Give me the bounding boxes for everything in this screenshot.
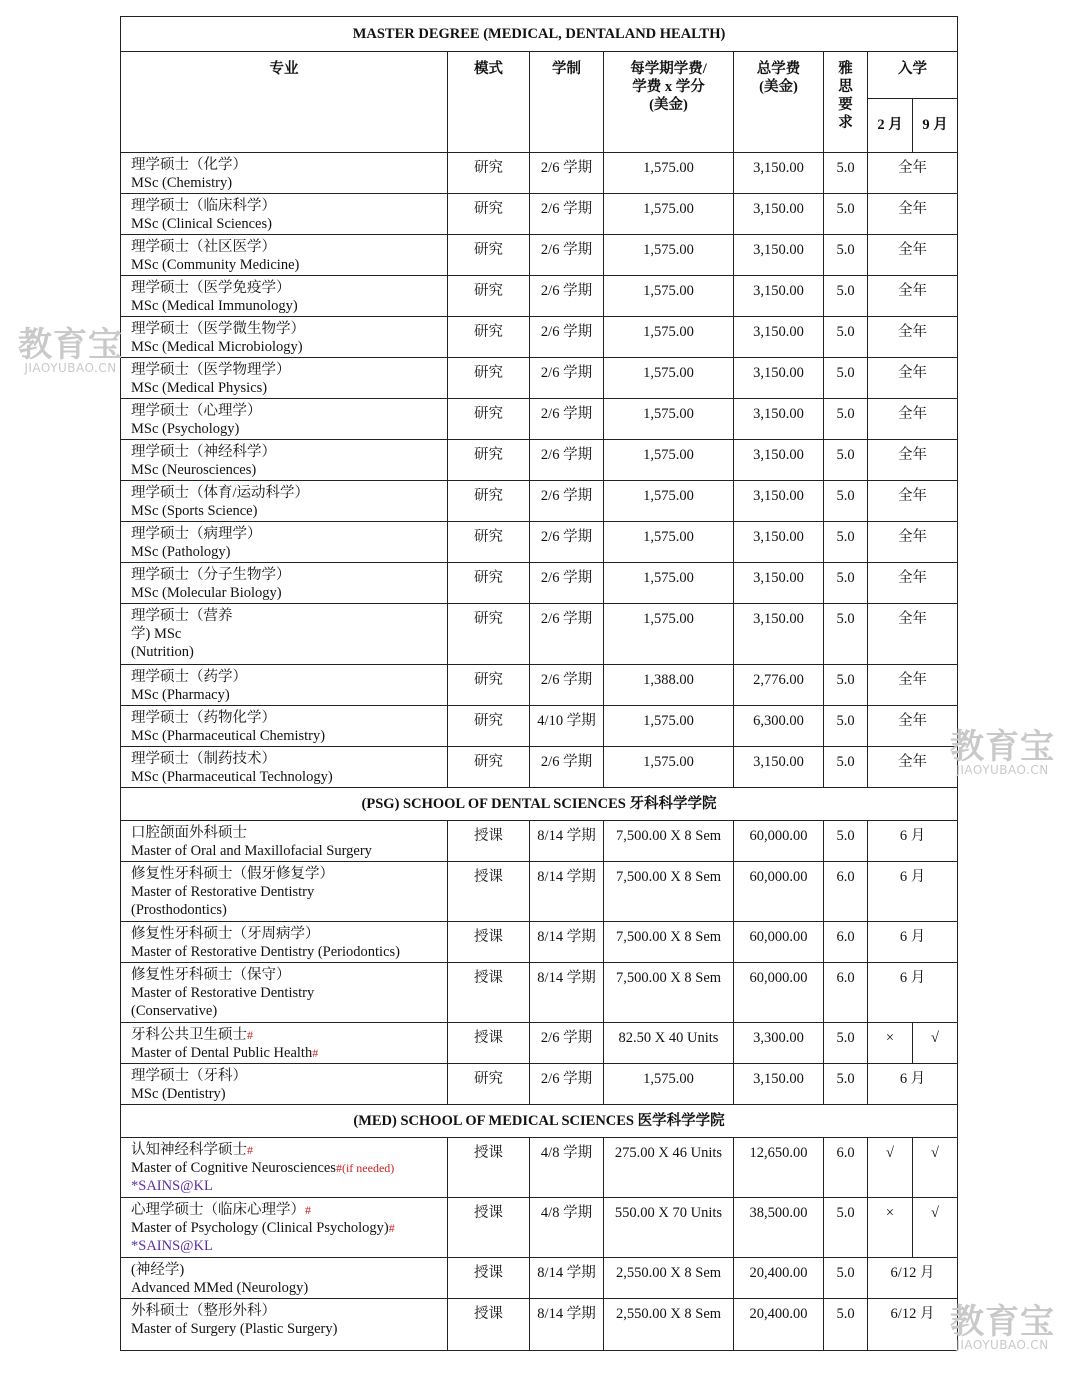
mode-cell: 研究 xyxy=(448,358,530,399)
program-name xyxy=(121,317,448,358)
program-en-cont: (Prosthodontics) xyxy=(131,902,227,918)
total-fee-cell: 6,300.00 xyxy=(734,706,824,747)
mode-cell: 研究 xyxy=(448,1064,530,1105)
mode-cell: 研究 xyxy=(448,194,530,235)
mode-cell: 授课 xyxy=(448,963,530,1023)
intake-cell: 全年 xyxy=(868,399,958,440)
program-name xyxy=(121,399,448,440)
ielts-cell: 5.0 xyxy=(824,821,868,862)
intake-cell: 全年 xyxy=(868,440,958,481)
ielts-cell: 6.0 xyxy=(824,1138,868,1198)
ielts-cell: 5.0 xyxy=(824,665,868,706)
mode-cell: 研究 xyxy=(448,706,530,747)
program-en: Master of Restorative Dentistry xyxy=(131,985,315,1001)
duration-cell: 8/14 学期 xyxy=(530,1258,604,1299)
ielts-cell: 5.0 xyxy=(824,440,868,481)
program-name xyxy=(121,821,448,862)
intake-cell: 全年 xyxy=(868,194,958,235)
table-row xyxy=(121,235,958,276)
total-fee-cell: 3,150.00 xyxy=(734,153,824,194)
header-mode: 模式 xyxy=(448,52,530,153)
ielts-cell: 5.0 xyxy=(824,706,868,747)
program-en: Master of Surgery (Plastic Surgery) xyxy=(131,1321,338,1337)
mode-cell: 研究 xyxy=(448,153,530,194)
dental-rows xyxy=(121,821,958,1105)
table-row xyxy=(121,1198,958,1258)
total-fee-cell: 20,400.00 xyxy=(734,1258,824,1299)
ielts-cell: 5.0 xyxy=(824,481,868,522)
duration-cell: 2/6 学期 xyxy=(530,747,604,788)
watermark-left: 教育宝 JIAOYUBAO.CN xyxy=(18,325,123,375)
table-row xyxy=(121,963,958,1023)
note-mark: #(if needed) xyxy=(335,1161,395,1175)
mode-cell: 研究 xyxy=(448,440,530,481)
program-en: MSc (Neurosciences) xyxy=(131,462,257,478)
duration-cell: 8/14 学期 xyxy=(530,862,604,922)
program-name xyxy=(121,481,448,522)
program-name xyxy=(121,1258,448,1299)
program-name xyxy=(121,1299,448,1351)
total-fee-cell: 20,400.00 xyxy=(734,1299,824,1351)
mode-cell: 授课 xyxy=(448,922,530,963)
intake-feb-cell: × xyxy=(868,1023,913,1064)
program-name xyxy=(121,276,448,317)
total-fee-cell: 2,776.00 xyxy=(734,665,824,706)
total-fee-cell: 3,150.00 xyxy=(734,440,824,481)
duration-cell: 2/6 学期 xyxy=(530,276,604,317)
program-name xyxy=(121,963,448,1023)
ielts-cell: 6.0 xyxy=(824,862,868,922)
duration-cell: 4/8 学期 xyxy=(530,1138,604,1198)
section-dental: (PSG) SCHOOL OF DENTAL SCIENCES 牙科科学学院 xyxy=(121,788,958,821)
program-cn: 外科硕士（整形外科） xyxy=(131,1303,276,1319)
intake-cell: 6 月 xyxy=(868,963,958,1023)
program-cn: 理学硕士（临床科学） xyxy=(131,198,276,214)
campus-note: *SAINS@KL xyxy=(131,1178,213,1194)
table-row xyxy=(121,1138,958,1198)
program-en: MSc (Pharmacy) xyxy=(131,687,230,703)
table-row xyxy=(121,194,958,235)
fee-cell: 2,550.00 X 8 Sem xyxy=(604,1258,734,1299)
ielts-cell: 5.0 xyxy=(824,1198,868,1258)
mode-cell: 研究 xyxy=(448,665,530,706)
mode-cell: 研究 xyxy=(448,522,530,563)
duration-cell: 2/6 学期 xyxy=(530,153,604,194)
program-name xyxy=(121,563,448,604)
total-fee-cell: 3,150.00 xyxy=(734,399,824,440)
program-en: Master of Restorative Dentistry (Periodontics) xyxy=(131,944,400,960)
program-name xyxy=(121,862,448,922)
total-fee-cell: 3,150.00 xyxy=(734,604,824,665)
table-row xyxy=(121,1258,958,1299)
intake-cell: 全年 xyxy=(868,153,958,194)
program-cn: 修复性牙科硕士（保守） xyxy=(131,967,291,983)
duration-cell: 8/14 学期 xyxy=(530,821,604,862)
ielts-cell: 5.0 xyxy=(824,1023,868,1064)
header-ielts: 雅 思 要 求 xyxy=(824,52,868,153)
watermark-right-mid: 教育宝 JIAOYUBAO.CN xyxy=(950,727,1055,777)
fee-cell: 550.00 X 70 Units xyxy=(604,1198,734,1258)
program-cn: 理学硕士（神经科学） xyxy=(131,444,276,460)
duration-cell: 2/6 学期 xyxy=(530,1064,604,1105)
table-row xyxy=(121,747,958,788)
program-cn: 理学硕士（病理学） xyxy=(131,526,262,542)
table-row xyxy=(121,1064,958,1105)
intake-cell: 全年 xyxy=(868,563,958,604)
program-en: MSc (Medical Immunology) xyxy=(131,298,298,314)
note-mark: # xyxy=(388,1221,395,1235)
research-rows xyxy=(121,153,958,788)
fee-cell: 1,575.00 xyxy=(604,747,734,788)
ielts-cell: 6.0 xyxy=(824,922,868,963)
total-fee-cell: 60,000.00 xyxy=(734,821,824,862)
fee-cell: 2,550.00 X 8 Sem xyxy=(604,1299,734,1351)
table-row xyxy=(121,399,958,440)
fee-cell: 1,388.00 xyxy=(604,665,734,706)
watermark-right-bottom: 教育宝 JIAOYUBAO.CN xyxy=(950,1302,1055,1352)
fee-cell: 1,575.00 xyxy=(604,235,734,276)
intake-cell: 全年 xyxy=(868,604,958,665)
total-fee-cell: 12,650.00 xyxy=(734,1138,824,1198)
section-medical: (MED) SCHOOL OF MEDICAL SCIENCES 医学科学学院 xyxy=(121,1105,958,1138)
total-fee-cell: 3,150.00 xyxy=(734,358,824,399)
program-name xyxy=(121,235,448,276)
duration-cell: 2/6 学期 xyxy=(530,358,604,399)
ielts-cell: 5.0 xyxy=(824,747,868,788)
program-en: MSc (Pharmaceutical Chemistry) xyxy=(131,728,326,744)
table-row xyxy=(121,706,958,747)
fee-cell: 7,500.00 X 8 Sem xyxy=(604,963,734,1023)
table-row xyxy=(121,317,958,358)
program-cn: 理学硕士（牙科） xyxy=(131,1068,247,1084)
program-cn: 理学硕士（药学） xyxy=(131,669,247,685)
fee-cell: 7,500.00 X 8 Sem xyxy=(604,862,734,922)
mode-cell: 研究 xyxy=(448,481,530,522)
program-name xyxy=(121,1138,448,1198)
program-en: MSc (Molecular Biology) xyxy=(131,585,282,601)
mode-cell: 授课 xyxy=(448,862,530,922)
table-row xyxy=(121,481,958,522)
program-name xyxy=(121,604,448,665)
mode-cell: 研究 xyxy=(448,399,530,440)
intake-cell: 全年 xyxy=(868,665,958,706)
fee-cell: 82.50 X 40 Units xyxy=(604,1023,734,1064)
intake-feb-cell: √ xyxy=(868,1138,913,1198)
total-fee-cell: 3,300.00 xyxy=(734,1023,824,1064)
mode-cell: 授课 xyxy=(448,1299,530,1351)
program-cn: 理学硕士（医学物理学） xyxy=(131,362,291,378)
table-row xyxy=(121,440,958,481)
duration-cell: 2/6 学期 xyxy=(530,665,604,706)
intake-cell: 全年 xyxy=(868,276,958,317)
program-cn: 理学硕士（医学免疫学） xyxy=(131,280,291,296)
total-fee-cell: 3,150.00 xyxy=(734,481,824,522)
total-fee-cell: 3,150.00 xyxy=(734,1064,824,1105)
intake-cell: 全年 xyxy=(868,358,958,399)
fee-cell: 1,575.00 xyxy=(604,706,734,747)
program-cn: 理学硕士（体育/运动科学） xyxy=(131,485,310,501)
intake-cell: 6/12 月 xyxy=(868,1258,958,1299)
intake-cell: 全年 xyxy=(868,706,958,747)
program-en-cont: (Conservative) xyxy=(131,1003,218,1019)
duration-cell: 8/14 学期 xyxy=(530,922,604,963)
table-title: MASTER DEGREE (MEDICAL, DENTALAND HEALTH) xyxy=(121,17,958,52)
intake-sep-cell: √ xyxy=(913,1138,958,1198)
fee-cell: 1,575.00 xyxy=(604,522,734,563)
program-cn: 修复性牙科硕士（牙周病学） xyxy=(131,926,320,942)
ielts-cell: 5.0 xyxy=(824,563,868,604)
ielts-cell: 5.0 xyxy=(824,153,868,194)
table-row xyxy=(121,604,958,665)
program-en: MSc (Dentistry) xyxy=(131,1086,226,1102)
ielts-cell: 5.0 xyxy=(824,1258,868,1299)
program-en: MSc (Sports Science) xyxy=(131,503,258,519)
duration-cell: 2/6 学期 xyxy=(530,399,604,440)
header-feb: 2 月 xyxy=(868,98,913,153)
program-cn: 理学硕士（化学） xyxy=(131,157,247,173)
program-en: Advanced MMed (Neurology) xyxy=(131,1280,309,1296)
ielts-cell: 5.0 xyxy=(824,276,868,317)
fee-cell: 7,500.00 X 8 Sem xyxy=(604,922,734,963)
mode-cell: 授课 xyxy=(448,1023,530,1064)
ielts-cell: 5.0 xyxy=(824,522,868,563)
duration-cell: 2/6 学期 xyxy=(530,1023,604,1064)
mode-cell: 研究 xyxy=(448,317,530,358)
program-name xyxy=(121,922,448,963)
intake-feb-cell: × xyxy=(868,1198,913,1258)
total-fee-cell: 38,500.00 xyxy=(734,1198,824,1258)
header-duration: 学制 xyxy=(530,52,604,153)
duration-cell: 2/6 学期 xyxy=(530,522,604,563)
mode-cell: 授课 xyxy=(448,1258,530,1299)
total-fee-cell: 3,150.00 xyxy=(734,563,824,604)
intake-cell: 全年 xyxy=(868,235,958,276)
ielts-cell: 5.0 xyxy=(824,358,868,399)
mode-cell: 授课 xyxy=(448,821,530,862)
table-row xyxy=(121,922,958,963)
duration-cell: 4/10 学期 xyxy=(530,706,604,747)
intake-cell: 全年 xyxy=(868,522,958,563)
ielts-cell: 5.0 xyxy=(824,1064,868,1105)
mode-cell: 研究 xyxy=(448,235,530,276)
table-row xyxy=(121,358,958,399)
fee-cell: 1,575.00 xyxy=(604,399,734,440)
mode-cell: 授课 xyxy=(448,1138,530,1198)
program-en: MSc (Community Medicine) xyxy=(131,257,300,273)
duration-cell: 2/6 学期 xyxy=(530,563,604,604)
program-name xyxy=(121,194,448,235)
program-cn-cont: 学) MSc xyxy=(131,626,182,642)
header-intake: 入学 xyxy=(868,52,958,99)
program-cn: 牙科公共卫生硕士# xyxy=(131,1027,253,1043)
program-en: Master of Cognitive Neurosciences#(if needed) xyxy=(131,1160,395,1176)
mode-cell: 授课 xyxy=(448,1198,530,1258)
ielts-cell: 6.0 xyxy=(824,963,868,1023)
total-fee-cell: 3,150.00 xyxy=(734,747,824,788)
note-mark: # xyxy=(247,1143,253,1157)
program-name xyxy=(121,153,448,194)
intake-cell: 全年 xyxy=(868,317,958,358)
fee-cell: 1,575.00 xyxy=(604,276,734,317)
program-name xyxy=(121,706,448,747)
program-cn: 理学硕士（分子生物学） xyxy=(131,567,291,583)
fee-cell: 1,575.00 xyxy=(604,194,734,235)
fees-table xyxy=(120,16,958,1351)
header-program: 专业 xyxy=(121,52,448,153)
program-cn: 理学硕士（营养 xyxy=(131,608,233,624)
program-cn: 理学硕士（医学微生物学） xyxy=(131,321,305,337)
intake-sep-cell: √ xyxy=(913,1023,958,1064)
total-fee-cell: 3,150.00 xyxy=(734,522,824,563)
total-fee-cell: 60,000.00 xyxy=(734,922,824,963)
ielts-cell: 5.0 xyxy=(824,604,868,665)
program-name xyxy=(121,747,448,788)
table-row xyxy=(121,153,958,194)
fee-cell: 1,575.00 xyxy=(604,358,734,399)
program-en: Master of Oral and Maxillofacial Surgery xyxy=(131,843,372,859)
program-cn: 认知神经科学硕士# xyxy=(131,1142,253,1158)
mode-cell: 研究 xyxy=(448,604,530,665)
mode-cell: 研究 xyxy=(448,747,530,788)
program-en: Master of Psychology (Clinical Psychology)# xyxy=(131,1220,395,1236)
duration-cell: 4/8 学期 xyxy=(530,1198,604,1258)
fee-cell: 1,575.00 xyxy=(604,563,734,604)
duration-cell: 2/6 学期 xyxy=(530,317,604,358)
intake-cell: 6 月 xyxy=(868,821,958,862)
fee-cell: 1,575.00 xyxy=(604,1064,734,1105)
duration-cell: 2/6 学期 xyxy=(530,440,604,481)
ielts-cell: 5.0 xyxy=(824,235,868,276)
header-sep: 9 月 xyxy=(913,98,958,153)
program-name xyxy=(121,440,448,481)
program-name xyxy=(121,358,448,399)
table-row xyxy=(121,821,958,862)
program-cn: 修复性牙科硕士（假牙修复学） xyxy=(131,866,334,882)
program-cn: 理学硕士（心理学） xyxy=(131,403,262,419)
ielts-cell: 5.0 xyxy=(824,399,868,440)
program-cn: 理学硕士（药物化学） xyxy=(131,710,276,726)
note-mark: # xyxy=(305,1203,311,1217)
program-name xyxy=(121,665,448,706)
duration-cell: 8/14 学期 xyxy=(530,963,604,1023)
total-fee-cell: 3,150.00 xyxy=(734,317,824,358)
table-row xyxy=(121,1023,958,1064)
table-row xyxy=(121,1299,958,1351)
ielts-cell: 5.0 xyxy=(824,1299,868,1351)
total-fee-cell: 3,150.00 xyxy=(734,194,824,235)
fee-cell: 1,575.00 xyxy=(604,481,734,522)
program-en: MSc (Psychology) xyxy=(131,421,240,437)
table-row xyxy=(121,862,958,922)
fee-cell: 275.00 X 46 Units xyxy=(604,1138,734,1198)
medical-rows xyxy=(121,1138,958,1351)
program-en: MSc (Clinical Sciences) xyxy=(131,216,272,232)
program-en: MSc (Medical Physics) xyxy=(131,380,268,396)
program-name xyxy=(121,522,448,563)
intake-sep-cell: √ xyxy=(913,1198,958,1258)
intake-cell: 6 月 xyxy=(868,922,958,963)
duration-cell: 2/6 学期 xyxy=(530,235,604,276)
intake-cell: 全年 xyxy=(868,747,958,788)
program-cn: 心理学硕士（临床心理学）# xyxy=(131,1202,311,1218)
duration-cell: 2/6 学期 xyxy=(530,481,604,522)
program-en: MSc (Chemistry) xyxy=(131,175,233,191)
fee-cell: 1,575.00 xyxy=(604,440,734,481)
fee-cell: 7,500.00 X 8 Sem xyxy=(604,821,734,862)
total-fee-cell: 60,000.00 xyxy=(734,963,824,1023)
intake-cell: 全年 xyxy=(868,481,958,522)
program-en: (Nutrition) xyxy=(131,644,194,660)
program-en: MSc (Medical Microbiology) xyxy=(131,339,303,355)
intake-cell: 6 月 xyxy=(868,862,958,922)
note-mark: # xyxy=(312,1046,319,1060)
total-fee-cell: 3,150.00 xyxy=(734,276,824,317)
program-name xyxy=(121,1023,448,1064)
duration-cell: 2/6 学期 xyxy=(530,604,604,665)
duration-cell: 8/14 学期 xyxy=(530,1299,604,1351)
program-en: MSc (Pharmaceutical Technology) xyxy=(131,769,333,785)
program-cn: (神经学) xyxy=(131,1262,185,1278)
program-cn: 理学硕士（社区医学） xyxy=(131,239,276,255)
mode-cell: 研究 xyxy=(448,276,530,317)
intake-cell: 6 月 xyxy=(868,1064,958,1105)
total-fee-cell: 3,150.00 xyxy=(734,235,824,276)
program-cn: 口腔颌面外科硕士 xyxy=(131,825,247,841)
table-row xyxy=(121,276,958,317)
program-en: Master of Dental Public Health# xyxy=(131,1045,319,1061)
table-row xyxy=(121,563,958,604)
program-cn: 理学硕士（制药技术） xyxy=(131,751,276,767)
campus-note: *SAINS@KL xyxy=(131,1238,213,1254)
fee-cell: 1,575.00 xyxy=(604,604,734,665)
mode-cell: 研究 xyxy=(448,563,530,604)
fee-cell: 1,575.00 xyxy=(604,153,734,194)
table-row xyxy=(121,665,958,706)
program-name xyxy=(121,1064,448,1105)
program-en: Master of Restorative Dentistry xyxy=(131,884,315,900)
duration-cell: 2/6 学期 xyxy=(530,194,604,235)
program-name xyxy=(121,1198,448,1258)
ielts-cell: 5.0 xyxy=(824,317,868,358)
ielts-cell: 5.0 xyxy=(824,194,868,235)
fee-cell: 1,575.00 xyxy=(604,317,734,358)
program-en: MSc (Pathology) xyxy=(131,544,231,560)
header-per-sem-fee: 每学期学费/ 学费 x 学分 (美金) xyxy=(604,52,734,153)
header-total-fee: 总学费 (美金) xyxy=(734,52,824,153)
intake-cell: 6/12 月 xyxy=(868,1299,958,1351)
table-row xyxy=(121,522,958,563)
total-fee-cell: 60,000.00 xyxy=(734,862,824,922)
note-mark: # xyxy=(247,1028,253,1042)
